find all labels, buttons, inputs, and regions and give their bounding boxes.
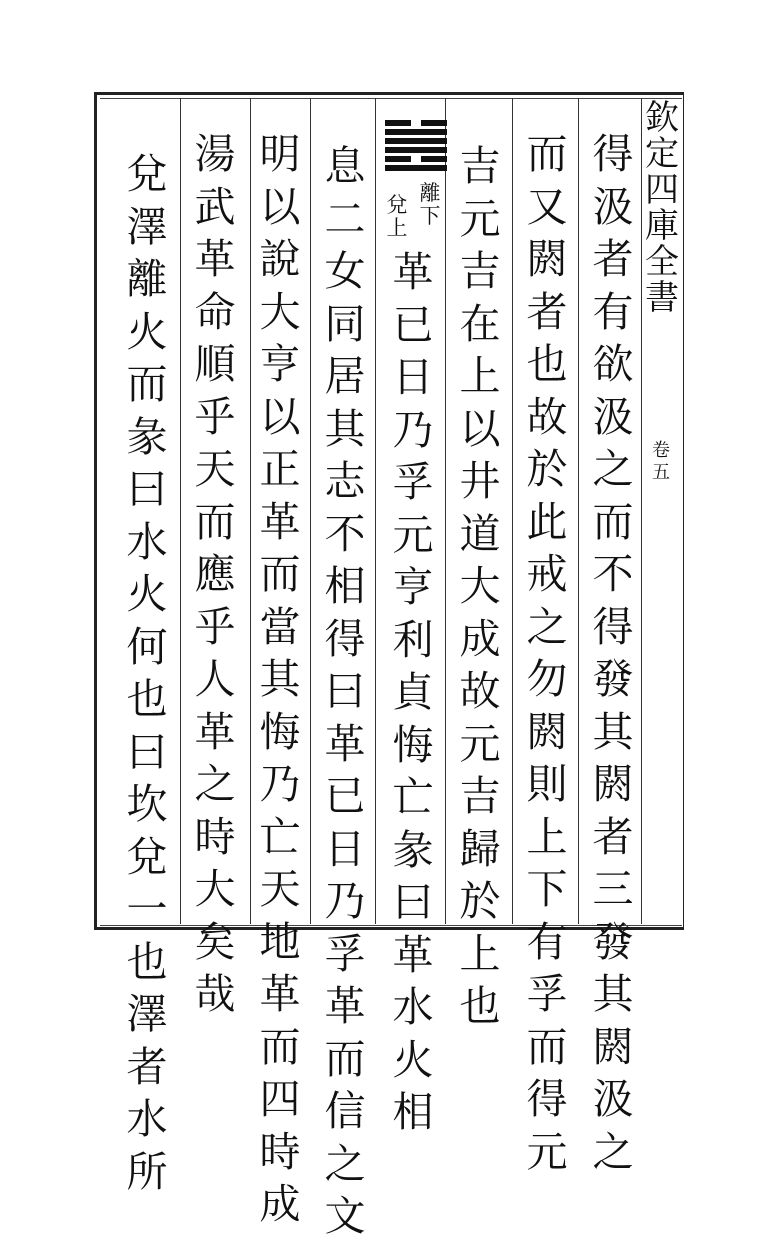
glyph: 全: [645, 242, 679, 282]
column-rule: [512, 98, 513, 924]
glyph: 乎: [194, 392, 236, 441]
glyph: 天: [259, 865, 301, 913]
glyph: 閼: [526, 707, 568, 756]
glyph: 革: [392, 248, 434, 296]
glyph: 得: [592, 602, 634, 651]
text-column-1: [588, 128, 638, 1178]
glyph: 之: [194, 760, 236, 808]
glyph: 澤: [126, 990, 168, 1038]
glyph: 離: [126, 255, 168, 303]
glyph: 矣: [194, 917, 236, 966]
glyph: 澤: [126, 202, 168, 251]
glyph: 武: [194, 182, 236, 231]
glyph: 發: [592, 655, 634, 703]
glyph: 當: [259, 602, 301, 651]
glyph: 井: [459, 457, 501, 505]
glyph: 革: [392, 930, 434, 979]
glyph: 火: [126, 570, 168, 618]
glyph: 發: [592, 917, 634, 966]
glyph: 孚: [324, 929, 366, 978]
glyph: 於: [526, 445, 568, 493]
glyph: 而: [526, 130, 568, 178]
glyph: 曰: [126, 727, 168, 776]
glyph: 元: [526, 1127, 568, 1176]
glyph: 又: [526, 182, 568, 231]
glyph: 同: [324, 299, 366, 348]
glyph: 者: [526, 287, 568, 336]
glyph: 四: [645, 170, 679, 210]
glyph: 之: [592, 445, 634, 493]
glyph: 於: [459, 877, 501, 925]
glyph: 者: [592, 812, 634, 861]
glyph: 水: [126, 517, 168, 566]
glyph: 庫: [645, 206, 679, 246]
glyph: 時: [259, 1127, 301, 1176]
glyph: 大: [194, 865, 236, 913]
glyph: 其: [592, 970, 634, 1018]
glyph: 戒: [526, 550, 568, 598]
glyph: 元: [392, 510, 434, 559]
hexagram-ge-icon: [381, 118, 451, 172]
glyph: 也: [526, 340, 568, 388]
glyph: 閼: [526, 235, 568, 283]
glyph: 有: [526, 917, 568, 966]
glyph: 日: [324, 824, 366, 873]
text-column-5: [320, 140, 370, 1243]
text-column-3: [455, 140, 505, 1033]
glyph: 何: [126, 622, 168, 671]
glyph: 息: [324, 142, 366, 190]
glyph: 相: [324, 562, 366, 610]
glyph: 日: [392, 353, 434, 401]
glyph: 水: [392, 983, 434, 1031]
glyph: 乃: [324, 877, 366, 925]
glyph: 大: [459, 562, 501, 610]
glyph: 乎: [194, 602, 236, 651]
glyph: 已: [392, 300, 434, 349]
glyph: 文: [324, 1192, 366, 1240]
glyph: 而: [592, 497, 634, 546]
text-column-2: [522, 128, 572, 1178]
text-column-7: [190, 128, 240, 1021]
glyph: 女: [324, 247, 366, 295]
glyph: 悔: [392, 720, 434, 769]
glyph: 亨: [259, 340, 301, 388]
text-column-6: [255, 128, 305, 1231]
glyph: 吉: [459, 247, 501, 295]
glyph: 而: [194, 497, 236, 546]
glyph: 孚: [392, 458, 434, 506]
text-column-8: [122, 148, 172, 1198]
column-rule: [445, 98, 446, 924]
glyph: 也: [126, 937, 168, 986]
glyph: 汲: [592, 1075, 634, 1123]
glyph: 在: [459, 299, 501, 348]
glyph: 之: [592, 1127, 634, 1176]
glyph: 不: [324, 509, 366, 558]
glyph: 應: [194, 550, 236, 598]
glyph: 二: [324, 194, 366, 243]
glyph: 閼: [592, 1022, 634, 1071]
glyph: 而: [259, 550, 301, 598]
glyph: 彖: [392, 825, 434, 874]
glyph: 說: [259, 235, 301, 283]
glyph: 彖: [126, 412, 168, 461]
glyph: 革: [324, 719, 366, 768]
glyph: 其: [324, 404, 366, 453]
glyph: 革: [194, 707, 236, 756]
glyph: 曰: [126, 465, 168, 513]
glyph: 信: [324, 1087, 366, 1135]
glyph: 悔: [259, 707, 301, 756]
glyph: 所: [126, 1147, 168, 1196]
hexagram-symbol: [381, 118, 451, 172]
glyph: 已: [324, 772, 366, 820]
glyph: 貞: [392, 668, 434, 716]
glyph: 正: [259, 445, 301, 493]
glyph: 居: [324, 352, 366, 400]
book-title-text: [644, 100, 680, 316]
glyph: 閼: [592, 760, 634, 808]
text-column-4: [388, 246, 438, 1139]
glyph: 吉: [459, 142, 501, 190]
glyph: 而: [259, 1022, 301, 1071]
glyph: 其: [259, 655, 301, 703]
glyph: 勿: [526, 655, 568, 703]
glyph: 乃: [392, 405, 434, 454]
glyph: 火: [126, 307, 168, 356]
glyph: 者: [592, 235, 634, 283]
glyph: 元: [459, 719, 501, 768]
glyph: 兌: [126, 832, 168, 881]
glyph: 定: [645, 134, 679, 174]
glyph: 革: [194, 235, 236, 283]
glyph: 志: [324, 457, 366, 505]
glyph: 天: [194, 445, 236, 493]
glyph: 革: [259, 970, 301, 1018]
glyph: 書: [645, 278, 679, 318]
glyph: 革: [259, 497, 301, 546]
glyph: 火: [392, 1035, 434, 1084]
glyph: 乃: [259, 760, 301, 808]
glyph: 故: [459, 667, 501, 715]
glyph: 也: [126, 675, 168, 723]
glyph: 成: [459, 614, 501, 663]
glyph: 坎: [126, 780, 168, 828]
glyph: 得: [592, 130, 634, 178]
glyph: 下: [526, 865, 568, 913]
glyph: 卷: [652, 440, 670, 461]
glyph: 孚: [526, 970, 568, 1018]
glyph: 兌: [126, 150, 168, 198]
juan-label: [650, 440, 672, 484]
glyph: 歸: [459, 824, 501, 873]
glyph: 汲: [592, 182, 634, 231]
glyph: 元: [459, 194, 501, 243]
glyph: 時: [194, 812, 236, 861]
glyph: 此: [526, 497, 568, 546]
glyph: 亨: [392, 563, 434, 611]
glyph: 汲: [592, 392, 634, 441]
glyph: 成: [259, 1180, 301, 1228]
glyph: 大: [259, 287, 301, 336]
column-rule: [578, 98, 579, 924]
glyph: 不: [592, 550, 634, 598]
glyph: 得: [526, 1075, 568, 1123]
glyph: 三: [592, 865, 634, 913]
glyph: 地: [259, 917, 301, 966]
glyph: 離: [419, 181, 441, 205]
column-rule: [375, 98, 376, 924]
glyph: 則: [526, 760, 568, 808]
glyph: 者: [126, 1042, 168, 1091]
glyph: 欽: [645, 98, 679, 138]
glyph: 吉: [459, 772, 501, 820]
column-rule: [180, 98, 181, 924]
glyph: 道: [459, 509, 501, 558]
glyph: 上: [386, 216, 408, 240]
glyph: 之: [526, 602, 568, 651]
glyph: 湯: [194, 130, 236, 178]
glyph: 以: [259, 182, 301, 231]
glyph: 以: [259, 392, 301, 441]
glyph: 也: [459, 982, 501, 1030]
column-rule: [310, 98, 311, 924]
glyph: 上: [459, 929, 501, 978]
glyph: 曰: [392, 878, 434, 926]
glyph: 明: [259, 130, 301, 178]
glyph: 有: [592, 287, 634, 336]
glyph: 亡: [392, 773, 434, 821]
glyph: 命: [194, 287, 236, 336]
glyph: 亡: [259, 812, 301, 861]
book-title: [644, 100, 680, 316]
glyph: 下: [419, 204, 441, 228]
glyph: 哉: [194, 970, 236, 1018]
lower-trigram-label: [418, 182, 442, 228]
glyph: 上: [526, 812, 568, 861]
column-rule: [641, 98, 642, 924]
column-rule: [250, 98, 251, 924]
glyph: 相: [392, 1088, 434, 1136]
glyph: 水: [126, 1095, 168, 1143]
glyph: 欲: [592, 340, 634, 388]
upper-trigram-label: [385, 194, 409, 240]
glyph: 上: [459, 352, 501, 400]
glyph: 四: [259, 1075, 301, 1123]
glyph: 曰: [324, 667, 366, 715]
glyph: 其: [592, 707, 634, 756]
glyph: 而: [126, 360, 168, 408]
glyph: 而: [526, 1022, 568, 1071]
glyph: 得: [324, 614, 366, 663]
glyph: 順: [194, 340, 236, 388]
glyph: 而: [324, 1034, 366, 1083]
glyph: 故: [526, 392, 568, 441]
glyph: 兌: [386, 193, 408, 217]
glyph: 之: [324, 1139, 366, 1188]
glyph: 人: [194, 655, 236, 703]
glyph: 革: [324, 982, 366, 1030]
glyph: 利: [392, 615, 434, 664]
glyph: 以: [459, 404, 501, 453]
glyph: 五: [652, 462, 670, 483]
glyph: 一: [126, 885, 168, 933]
